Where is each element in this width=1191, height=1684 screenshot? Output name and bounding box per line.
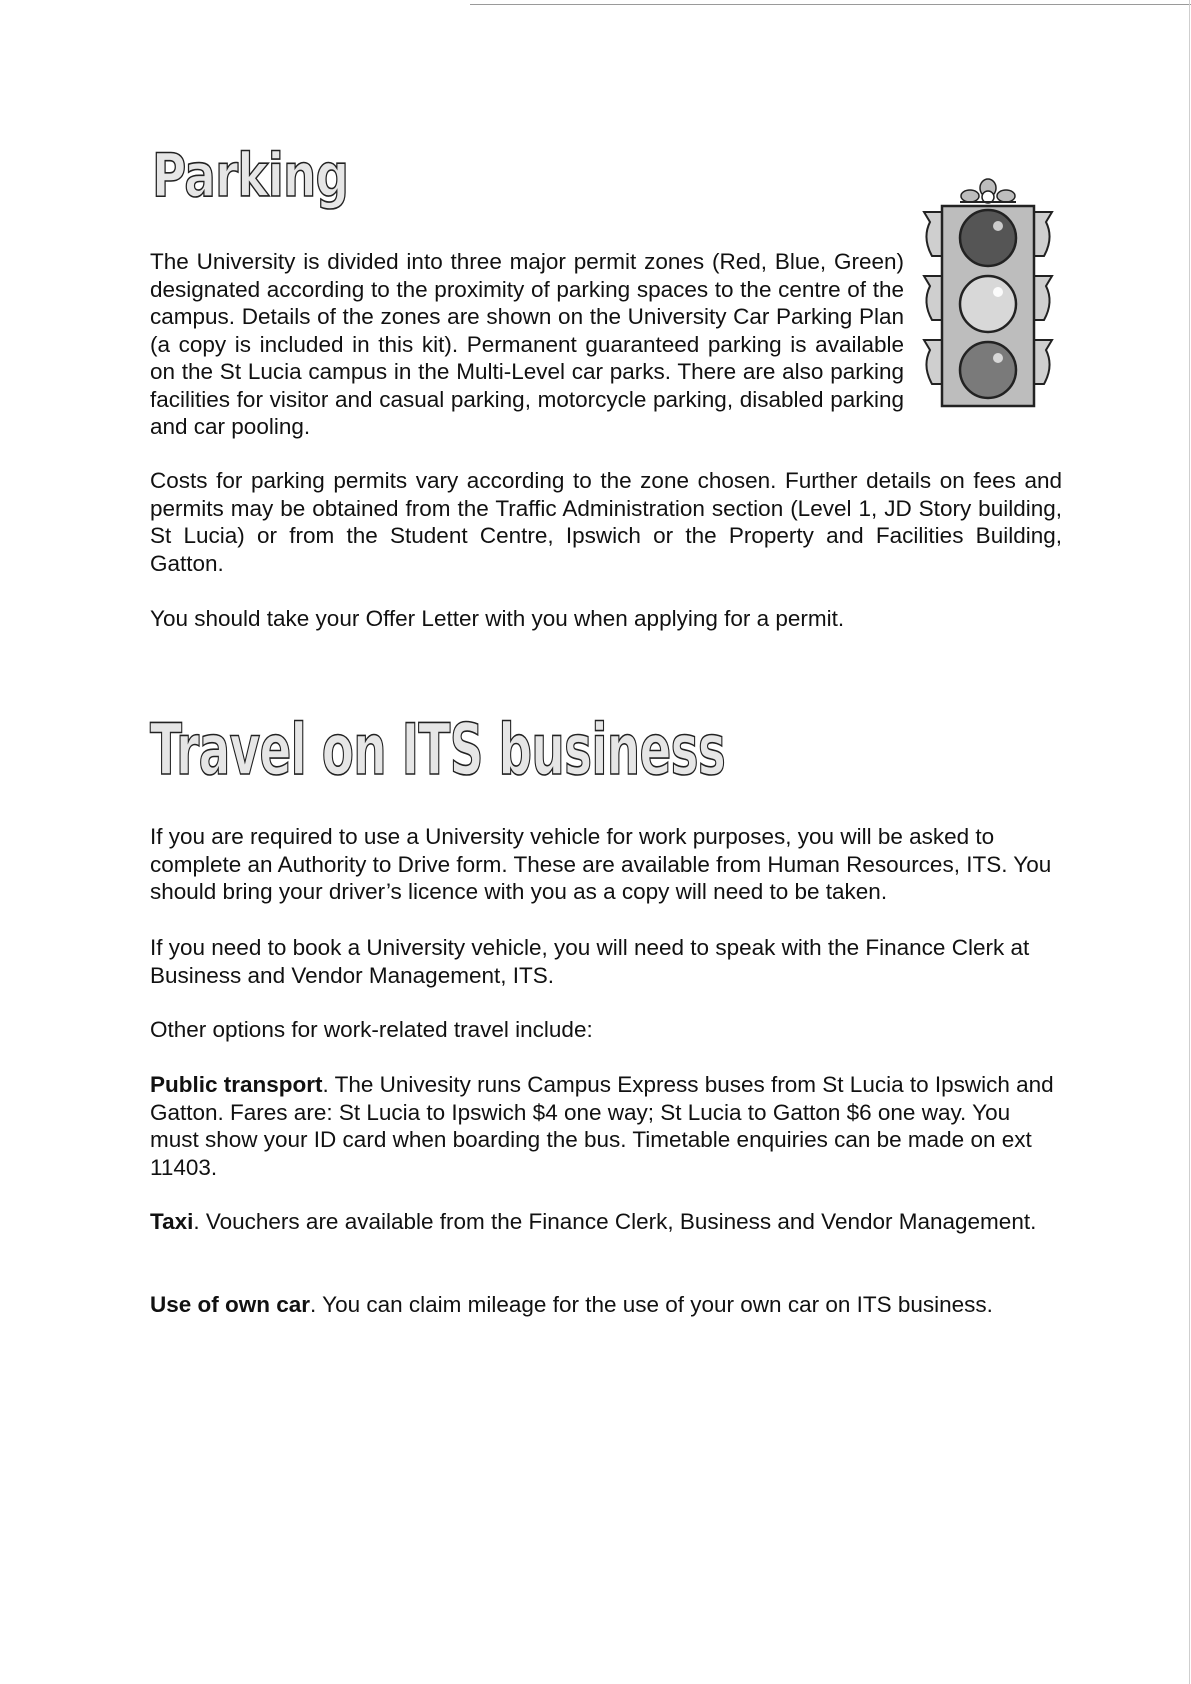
travel-option-own-car [150, 1291, 1062, 1319]
right-scan-edge [1189, 0, 1190, 1684]
option-text: . You can claim mileage for the use of your own car on ITS business. [310, 1292, 993, 1317]
parking-paragraph-offer-letter: You should take your Offer Letter with you when applying for a permit. [150, 606, 845, 631]
amber-lamp-icon [960, 276, 1016, 332]
travel-heading: Travel on ITS business [150, 709, 726, 791]
travel-option-public-transport [150, 1071, 1062, 1181]
traffic-light-icon [920, 176, 1056, 416]
option-lead: Use of own car [150, 1292, 311, 1317]
top-scan-edge [470, 4, 1191, 5]
parking-heading: Parking [152, 141, 349, 211]
option-lead: Public transport [150, 1072, 323, 1097]
option-text: . Vouchers are available from the Finance Clerk, Business and Vendor Management. [193, 1209, 1037, 1234]
travel-paragraph-other-options: Other options for work-related travel include: [150, 1017, 593, 1042]
parking-paragraph-costs: Costs for parking permits vary according to the zone chosen. Further details on fees and permits may be obtained from the Traffic Administration section (Level 1, JD Story building, St Lucia) or from the Student Centre, Ipswich or the Property and Facilities Building, Gatton. [150, 468, 1062, 576]
option-text: . The Univesity runs Campus Express buses from St Lucia to Ipswich and Gatton. Fares are: St Lucia to Ipswich $4 one way; St Lucia to Gatton $6 one way. You must show your ID card when boarding the bus. Timetable enquiries can be made on ext 11403. [150, 1072, 1054, 1180]
red-lamp-icon [960, 210, 1016, 266]
travel-paragraph-book-vehicle: If you need to book a University vehicle, you will need to speak with the Finance Clerk at Business and Vendor Management, ITS. [150, 935, 1030, 988]
travel-option-taxi [150, 1208, 1062, 1236]
green-lamp-icon [960, 342, 1016, 398]
traffic-light-cap [960, 179, 1016, 203]
option-lead: Taxi [150, 1209, 194, 1234]
parking-paragraph-zones: The University is divided into three major permit zones (Red, Blue, Green) designated according to the proximity of parking spaces to the centre of the campus. Details of the zones are shown on the University Car Parking Plan (a copy is included in this kit). Permanent guaranteed parking is available on the St Lucia campus in the Multi-Level car parks. There are also parking facilities for visitor and casual parking, motorcycle parking, disabled parking and car pooling. [150, 249, 904, 439]
travel-paragraph-authority-to-drive: If you are required to use a University vehicle for work purposes, you will be asked to complete an Authority to Drive form. These are available from Human Resources, ITS. You should bring your driver’s licence with you as a copy will need to be taken. [150, 824, 1052, 904]
